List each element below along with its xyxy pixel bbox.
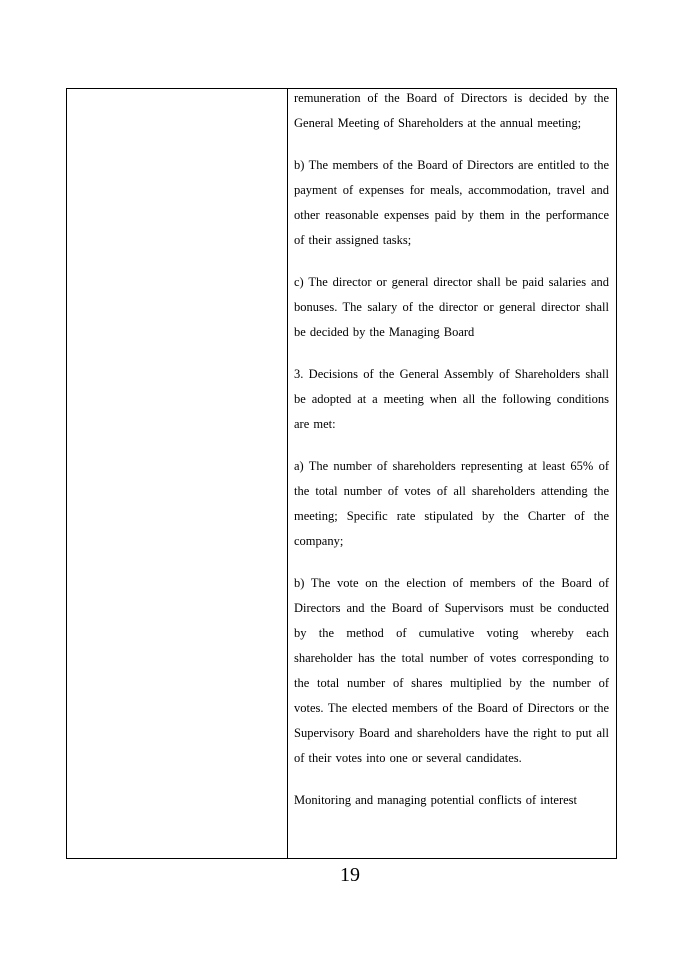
paragraph-cumulative-voting: b) The vote on the election of members of the Board of Directors and the Board of Supervisors must be conducted by the method of cumulative voting whereby each shareholder has the total number of votes corresponding to the total number of shares multiplied by the number of votes. The elected members of the Board of Directors or the Supervisory Board and shareholders have the right to put all of their votes into one or several candidates. (294, 576, 609, 765)
table-right-column (288, 89, 616, 858)
paragraph-shareholder-quorum: a) The number of shareholders representing at least 65% of the total number of votes of all shareholders attending the meeting; Specific rate stipulated by the Charter of the company; (294, 459, 609, 548)
paragraph-conflicts-of-interest: Monitoring and managing potential conflicts of interest (294, 793, 578, 807)
paragraph-remuneration: remuneration of the Board of Directors is decided by the General Meeting of Shareholders at the annual meeting; (294, 91, 609, 130)
paragraph-director-salary: c) The director or general director shall be paid salaries and bonuses. The salary of the director or general director shall be decided by the Managing Board (294, 275, 609, 339)
document-table (66, 88, 617, 859)
paragraph-decisions-conditions: 3. Decisions of the General Assembly of Shareholders shall be adopted at a meeting when all the following conditions are met: (294, 367, 609, 431)
table-left-column (67, 89, 288, 858)
paragraph-board-expenses: b) The members of the Board of Directors are entitled to the payment of expenses for meals, accommodation, travel and other reasonable expenses paid by them in the performance of their assigned tasks; (294, 158, 609, 247)
page-number: 19 (340, 864, 360, 886)
